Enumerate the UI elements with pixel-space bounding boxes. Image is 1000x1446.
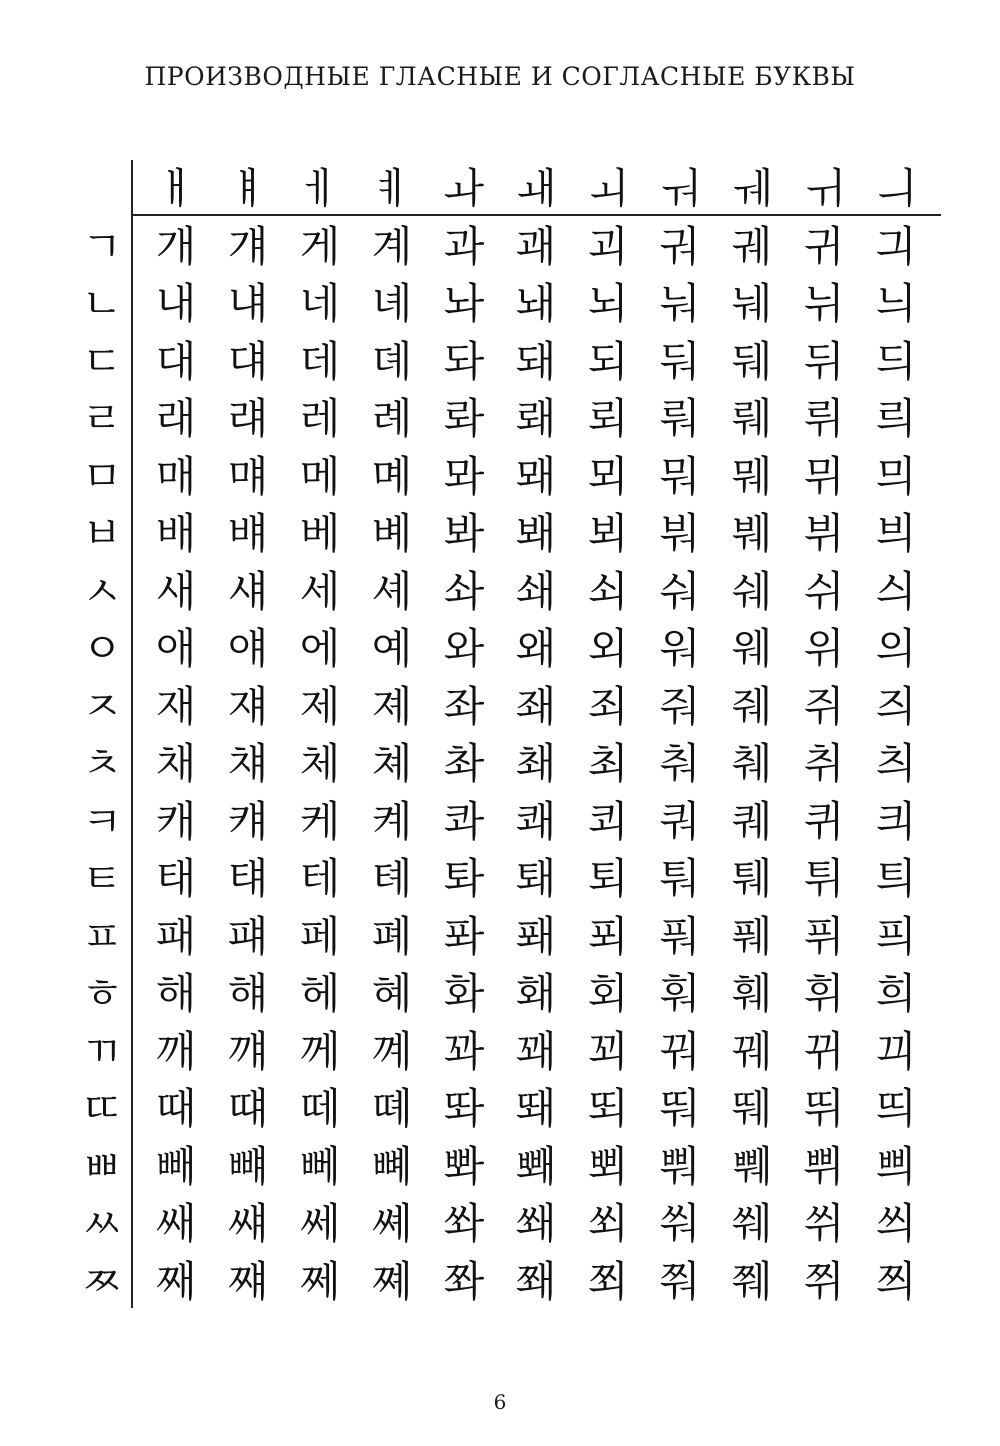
column-header-vowel: ㅢ xyxy=(875,163,917,213)
syllable-cell: 괘 xyxy=(515,221,557,271)
syllable-cell: 퉤 xyxy=(731,854,773,903)
syllable-cell: 쇠 xyxy=(587,566,629,616)
syllable-cell: 푀 xyxy=(587,911,629,961)
syllable-cell: 깨 xyxy=(155,1026,197,1076)
syllable-cell: 뭬 xyxy=(731,451,773,501)
row-header-consonant: ㅊ xyxy=(81,739,123,788)
row-header-consonant: ㅎ xyxy=(81,969,123,1018)
syllable-cell: 끠 xyxy=(875,1026,917,1076)
syllable-cell: 뽸 xyxy=(515,1141,557,1191)
syllable-cell: 뾔 xyxy=(587,1141,629,1191)
syllable-cell: 좨 xyxy=(515,681,557,731)
syllable-cell: 썌 xyxy=(227,1199,269,1248)
syllable-cell: 섀 xyxy=(227,566,269,616)
syllable-cell: 쉐 xyxy=(731,566,773,616)
syllable-cell: 쎄 xyxy=(299,1199,341,1248)
syllable-cell: 되 xyxy=(587,336,629,386)
syllable-cell: 뭐 xyxy=(659,451,701,501)
syllable-cell: 위 xyxy=(803,624,845,673)
row-header-consonant: ㄴ xyxy=(81,279,123,328)
syllable-cell: 둬 xyxy=(659,336,701,386)
syllable-cell: 꾀 xyxy=(587,1026,629,1076)
syllable-cell: 쾌 xyxy=(515,796,557,846)
row-header-consonant: ㅁ xyxy=(81,451,123,501)
syllable-cell: 돠 xyxy=(443,336,485,386)
syllable-cell: 꽈 xyxy=(443,1026,485,1076)
row-header-consonant: ㅌ xyxy=(81,854,123,903)
syllable-cell: 컈 xyxy=(227,796,269,846)
syllable-cell: 햬 xyxy=(227,969,269,1018)
syllable-cell: 뮈 xyxy=(803,451,845,501)
syllable-cell: 괴 xyxy=(587,221,629,271)
syllable-cell: 뷔 xyxy=(803,509,845,558)
column-header-vowel: ㅙ xyxy=(515,163,557,213)
syllable-cell: 믜 xyxy=(875,451,917,501)
syllable-cell: 패 xyxy=(155,911,197,961)
row-header-consonant: ㅋ xyxy=(81,796,123,846)
syllable-cell: 쀄 xyxy=(731,1141,773,1191)
syllable-cell: 뗴 xyxy=(371,1084,413,1133)
syllable-cell: 꿔 xyxy=(659,1026,701,1076)
syllable-cell: 꺠 xyxy=(227,1026,269,1076)
syllable-cell: 콰 xyxy=(443,796,485,846)
table-vertical-rule xyxy=(131,160,133,1308)
syllable-cell: 먜 xyxy=(227,451,269,501)
syllable-cell: 최 xyxy=(587,739,629,788)
syllable-cell: 뱨 xyxy=(227,509,269,558)
syllable-cell: 쀠 xyxy=(803,1141,845,1191)
syllable-cell: 뒤 xyxy=(803,336,845,386)
page-title: ПРОИЗВОДНЫЕ ГЛАСНЫЕ И СОГЛАСНЫЕ БУКВЫ xyxy=(144,62,856,91)
row-header-consonant: ㅆ xyxy=(81,1199,123,1248)
row-header-consonant: ㅂ xyxy=(81,509,123,558)
syllable-cell: 풔 xyxy=(659,911,701,961)
syllable-cell: 톄 xyxy=(371,854,413,903)
syllable-cell: 께 xyxy=(299,1026,341,1076)
column-header-vowel: ㅚ xyxy=(587,163,629,213)
syllable-cell: 쪠 xyxy=(371,1256,413,1306)
syllable-cell: 례 xyxy=(371,394,413,443)
syllable-cell: 퀘 xyxy=(731,796,773,846)
syllable-cell: 취 xyxy=(803,739,845,788)
column-header-vowel: ㅖ xyxy=(371,163,413,213)
syllable-cell: 태 xyxy=(155,854,197,903)
syllable-cell: 뺴 xyxy=(227,1141,269,1191)
syllable-cell: 퇘 xyxy=(515,854,557,903)
syllable-cell: 체 xyxy=(299,739,341,788)
syllable-cell: 퉈 xyxy=(659,854,701,903)
syllable-cell: 븨 xyxy=(875,509,917,558)
syllable-cell: 뫄 xyxy=(443,451,485,501)
syllable-cell: 페 xyxy=(299,911,341,961)
page-number: 6 xyxy=(493,1390,507,1414)
syllable-cell: 쒸 xyxy=(803,1199,845,1248)
syllable-cell: 뿨 xyxy=(659,1141,701,1191)
syllable-cell: 줘 xyxy=(659,681,701,731)
syllable-cell: 왜 xyxy=(515,624,557,673)
syllable-cell: 긔 xyxy=(875,221,917,271)
syllable-cell: 쥐 xyxy=(803,681,845,731)
row-header-consonant: ㅃ xyxy=(81,1141,123,1191)
syllable-cell: 췌 xyxy=(731,739,773,788)
syllable-cell: 매 xyxy=(155,451,197,501)
syllable-cell: 뼤 xyxy=(371,1141,413,1191)
row-header-consonant: ㄷ xyxy=(81,336,123,386)
syllable-cell: 춰 xyxy=(659,739,701,788)
syllable-cell: 개 xyxy=(155,221,197,271)
syllable-cell: 떼 xyxy=(299,1084,341,1133)
syllable-cell: 워 xyxy=(659,624,701,673)
syllable-cell: 퇴 xyxy=(587,854,629,903)
syllable-cell: 떄 xyxy=(227,1084,269,1133)
column-header-vowel: ㅘ xyxy=(443,163,485,213)
syllable-cell: 폐 xyxy=(371,911,413,961)
syllable-cell: 웨 xyxy=(731,624,773,673)
syllable-cell: 눼 xyxy=(731,279,773,328)
syllable-cell: 쟤 xyxy=(227,681,269,731)
syllable-cell: 뢰 xyxy=(587,394,629,443)
syllable-cell: 뉘 xyxy=(803,279,845,328)
syllable-cell: 귀 xyxy=(803,221,845,271)
syllable-cell: 쵀 xyxy=(515,739,557,788)
syllable-cell: 화 xyxy=(443,969,485,1018)
syllable-cell: 쁴 xyxy=(875,1141,917,1191)
syllable-cell: 래 xyxy=(155,394,197,443)
syllable-cell: 회 xyxy=(587,969,629,1018)
syllable-cell: 럐 xyxy=(227,394,269,443)
syllable-cell: 쫴 xyxy=(515,1256,557,1306)
syllable-cell: 걔 xyxy=(227,221,269,271)
syllable-cell: 띄 xyxy=(875,1084,917,1133)
syllable-cell: 빼 xyxy=(155,1141,197,1191)
syllable-cell: 댸 xyxy=(227,336,269,386)
syllable-cell: 봐 xyxy=(443,509,485,558)
syllable-cell: 훼 xyxy=(731,969,773,1018)
syllable-cell: 꿰 xyxy=(731,1026,773,1076)
syllable-cell: 제 xyxy=(299,681,341,731)
syllable-cell: 레 xyxy=(299,394,341,443)
syllable-cell: 쒀 xyxy=(659,1199,701,1248)
syllable-cell: 즤 xyxy=(875,681,917,731)
syllable-cell: 턔 xyxy=(227,854,269,903)
syllable-cell: 쮀 xyxy=(731,1256,773,1306)
syllable-cell: 뀌 xyxy=(803,1026,845,1076)
syllable-cell: 쌔 xyxy=(155,1199,197,1248)
syllable-cell: 메 xyxy=(299,451,341,501)
column-header-vowel: ㅝ xyxy=(659,163,701,213)
syllable-cell: 홰 xyxy=(515,969,557,1018)
syllable-cell: 얘 xyxy=(227,624,269,673)
syllable-cell: 눠 xyxy=(659,279,701,328)
syllable-cell: 궤 xyxy=(731,221,773,271)
syllable-cell: 쇄 xyxy=(515,566,557,616)
syllable-cell: 촤 xyxy=(443,739,485,788)
syllable-cell: 쐬 xyxy=(587,1199,629,1248)
syllable-cell: 볘 xyxy=(371,509,413,558)
syllable-cell: 쮜 xyxy=(803,1256,845,1306)
syllable-cell: 뻬 xyxy=(299,1141,341,1191)
syllable-cell: 과 xyxy=(443,221,485,271)
syllable-cell: 쿼 xyxy=(659,796,701,846)
syllable-cell: 뙤 xyxy=(587,1084,629,1133)
syllable-cell: 쯰 xyxy=(875,1256,917,1306)
syllable-cell: 대 xyxy=(155,336,197,386)
syllable-cell: 녜 xyxy=(371,279,413,328)
syllable-cell: 뛰 xyxy=(803,1084,845,1133)
syllable-cell: 째 xyxy=(155,1256,197,1306)
syllable-cell: 붸 xyxy=(731,509,773,558)
syllable-cell: 튀 xyxy=(803,854,845,903)
row-header-consonant: ㅇ xyxy=(81,624,123,673)
syllable-cell: 픠 xyxy=(875,911,917,961)
syllable-cell: 쏴 xyxy=(443,1199,485,1248)
syllable-cell: 외 xyxy=(587,624,629,673)
syllable-cell: 줴 xyxy=(731,681,773,731)
syllable-cell: 봬 xyxy=(515,509,557,558)
syllable-cell: 뛔 xyxy=(731,1084,773,1133)
syllable-cell: 싀 xyxy=(875,566,917,616)
row-header-consonant: ㄲ xyxy=(81,1026,123,1076)
syllable-cell: 듸 xyxy=(875,336,917,386)
row-header-consonant: ㄹ xyxy=(81,394,123,443)
row-header-consonant: ㄱ xyxy=(81,221,123,271)
syllable-cell: 뢔 xyxy=(515,394,557,443)
syllable-cell: 베 xyxy=(299,509,341,558)
syllable-cell: 츼 xyxy=(875,739,917,788)
syllable-cell: 혜 xyxy=(371,969,413,1018)
syllable-cell: 세 xyxy=(299,566,341,616)
syllable-cell: 릐 xyxy=(875,394,917,443)
syllable-cell: 훠 xyxy=(659,969,701,1018)
syllable-cell: 쬐 xyxy=(587,1256,629,1306)
syllable-cell: 쉬 xyxy=(803,566,845,616)
syllable-cell: 뤄 xyxy=(659,394,701,443)
syllable-cell: 배 xyxy=(155,509,197,558)
syllable-cell: 뤼 xyxy=(803,394,845,443)
syllable-cell: 퐤 xyxy=(515,911,557,961)
syllable-cell: 뒈 xyxy=(731,336,773,386)
syllable-cell: 뤠 xyxy=(731,394,773,443)
syllable-cell: 새 xyxy=(155,566,197,616)
syllable-cell: 쨰 xyxy=(227,1256,269,1306)
column-header-vowel: ㅒ xyxy=(227,163,269,213)
syllable-cell: 톼 xyxy=(443,854,485,903)
syllable-cell: 퍠 xyxy=(227,911,269,961)
syllable-cell: 킈 xyxy=(875,796,917,846)
syllable-cell: 해 xyxy=(155,969,197,1018)
row-header-consonant: ㅍ xyxy=(81,911,123,961)
syllable-cell: 희 xyxy=(875,969,917,1018)
syllable-cell: 솨 xyxy=(443,566,485,616)
column-header-vowel: ㅟ xyxy=(803,163,845,213)
column-header-vowel: ㅐ xyxy=(155,163,197,213)
syllable-cell: 켸 xyxy=(371,796,413,846)
syllable-cell: 롸 xyxy=(443,394,485,443)
syllable-cell: 재 xyxy=(155,681,197,731)
syllable-cell: 쾨 xyxy=(587,796,629,846)
syllable-cell: 쩨 xyxy=(299,1256,341,1306)
syllable-cell: 돼 xyxy=(515,336,557,386)
syllable-cell: 뫼 xyxy=(587,451,629,501)
syllable-cell: 와 xyxy=(443,624,485,673)
syllable-cell: 늬 xyxy=(875,279,917,328)
column-header-vowel: ㅞ xyxy=(731,163,773,213)
syllable-cell: 예 xyxy=(371,624,413,673)
syllable-cell: 뚸 xyxy=(659,1084,701,1133)
syllable-cell: 꼐 xyxy=(371,1026,413,1076)
syllable-cell: 쭤 xyxy=(659,1256,701,1306)
syllable-cell: 꽤 xyxy=(515,1026,557,1076)
syllable-cell: 케 xyxy=(299,796,341,846)
syllable-cell: 뽜 xyxy=(443,1141,485,1191)
syllable-cell: 쳬 xyxy=(371,739,413,788)
syllable-cell: 숴 xyxy=(659,566,701,616)
syllable-cell: 셰 xyxy=(371,566,413,616)
row-header-consonant: ㅉ xyxy=(81,1256,123,1306)
syllable-cell: 테 xyxy=(299,854,341,903)
syllable-cell: 놰 xyxy=(515,279,557,328)
syllable-cell: 틔 xyxy=(875,854,917,903)
syllable-cell: 풰 xyxy=(731,911,773,961)
syllable-cell: 똬 xyxy=(443,1084,485,1133)
syllable-cell: 뫠 xyxy=(515,451,557,501)
syllable-cell: 퓌 xyxy=(803,911,845,961)
syllable-cell: 애 xyxy=(155,624,197,673)
syllable-cell: 뙈 xyxy=(515,1084,557,1133)
syllable-cell: 내 xyxy=(155,279,197,328)
syllable-cell: 놔 xyxy=(443,279,485,328)
syllable-cell: 휘 xyxy=(803,969,845,1018)
row-header-consonant: ㄸ xyxy=(81,1084,123,1133)
syllable-cell: 헤 xyxy=(299,969,341,1018)
row-header-consonant: ㅈ xyxy=(81,681,123,731)
syllable-cell: 채 xyxy=(155,739,197,788)
column-header-vowel: ㅔ xyxy=(299,163,341,213)
syllable-cell: 때 xyxy=(155,1084,197,1133)
syllable-cell: 퀴 xyxy=(803,796,845,846)
syllable-cell: 데 xyxy=(299,336,341,386)
syllable-cell: 몌 xyxy=(371,451,413,501)
row-header-consonant: ㅅ xyxy=(81,566,123,616)
syllable-cell: 게 xyxy=(299,221,341,271)
syllable-cell: 씌 xyxy=(875,1199,917,1248)
syllable-cell: 붜 xyxy=(659,509,701,558)
syllable-cell: 퐈 xyxy=(443,911,485,961)
syllable-cell: 죄 xyxy=(587,681,629,731)
syllable-cell: 졔 xyxy=(371,681,413,731)
syllable-cell: 쐐 xyxy=(515,1199,557,1248)
syllable-cell: 캐 xyxy=(155,796,197,846)
syllable-cell: 뇌 xyxy=(587,279,629,328)
syllable-cell: 챼 xyxy=(227,739,269,788)
syllable-cell: 쎼 xyxy=(371,1199,413,1248)
syllable-cell: 뎨 xyxy=(371,336,413,386)
syllable-cell: 궈 xyxy=(659,221,701,271)
syllable-cell: 좌 xyxy=(443,681,485,731)
syllable-cell: 의 xyxy=(875,624,917,673)
syllable-cell: 에 xyxy=(299,624,341,673)
syllable-cell: 네 xyxy=(299,279,341,328)
syllable-cell: 냬 xyxy=(227,279,269,328)
syllable-cell: 쫘 xyxy=(443,1256,485,1306)
syllable-cell: 계 xyxy=(371,221,413,271)
syllable-cell: 쒜 xyxy=(731,1199,773,1248)
syllable-cell: 뵈 xyxy=(587,509,629,558)
